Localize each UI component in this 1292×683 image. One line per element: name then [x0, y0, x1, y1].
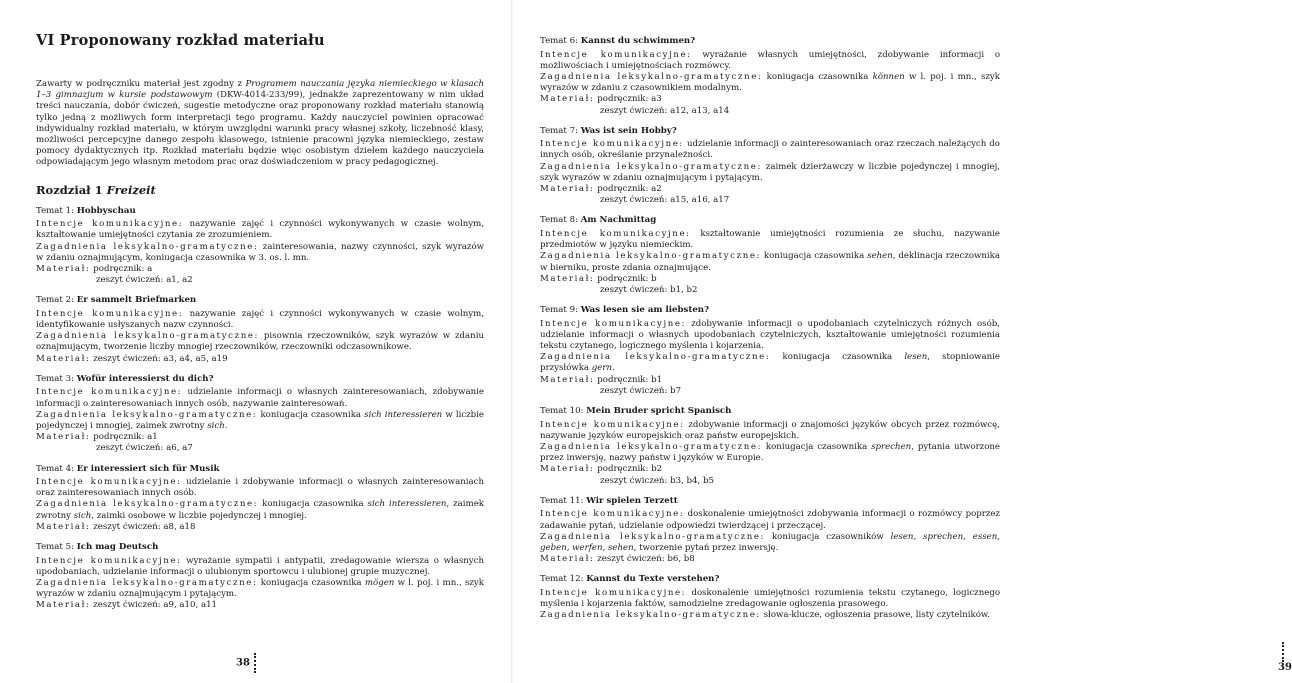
topic-line	[540, 229, 1000, 251]
text-run: koniugacja czasownika	[761, 251, 868, 262]
topic-title: Wir spielen Terzett	[586, 495, 678, 506]
left-column	[36, 32, 484, 621]
text-run: .	[612, 363, 615, 374]
topic-line	[540, 442, 1000, 464]
material-row	[540, 375, 1000, 386]
topic-entry	[540, 496, 1000, 566]
topic-entry	[540, 36, 1000, 117]
italic-term: Programem nauczania języka niemieckiego w klasach 1–3 gimnazjum w kursie podstawowym	[36, 79, 484, 101]
topic-line	[540, 420, 1000, 442]
field-label: Zagadnienia leksykalno-gramatyczne:	[540, 161, 762, 172]
text-run: koniugacja czasownika	[258, 499, 368, 510]
field-label: Intencje komunikacyjne:	[540, 228, 691, 239]
italic-term: sehen	[867, 251, 893, 262]
material-item: zeszyt ćwiczeń: a15, a16, a17	[600, 195, 730, 206]
topic-title: Am Nachmittag	[580, 215, 657, 226]
text-run: , zaimki osobowe w liczbie pojedynczej i mnogiej.	[91, 510, 307, 521]
topic-label: Temat 6:	[540, 36, 578, 46]
topic-heading	[36, 206, 484, 218]
text-run: wyrażanie własnych umiejętności, zdobywanie informacji o możliwościach i umiejętnościach rozmówcy.	[540, 49, 1000, 71]
topic-label: Temat 7:	[540, 125, 578, 136]
material-label: Materiał:	[540, 184, 595, 195]
topic-label: Temat 2:	[36, 295, 74, 306]
topic-label: Temat 12:	[540, 574, 584, 585]
field-label: Zagadnienia leksykalno-gramatyczne:	[36, 409, 258, 420]
topic-line	[540, 139, 1000, 161]
topic-entry	[36, 374, 484, 455]
topic-entry	[540, 126, 1000, 207]
material-label: Materiał:	[540, 374, 595, 385]
text-run: , deklinacja rzeczownika w bierniku, proste zdania oznajmujące.	[540, 251, 1000, 273]
text-run: słowa-klucze, ogłoszenia prasowe, listy czytelników.	[760, 610, 990, 621]
material-item: zeszyt ćwiczeń: a1, a2	[96, 275, 193, 286]
topic-line	[540, 251, 1000, 273]
material-label: Materiał:	[36, 432, 91, 443]
topic-line	[540, 72, 1000, 94]
material-row	[36, 432, 484, 443]
text-run: koniugacja czasownika	[762, 71, 873, 82]
topic-heading	[540, 496, 1000, 508]
text-run: koniugacja czasownika	[770, 352, 905, 363]
material-item: zeszyt ćwiczeń: a9, a10, a11	[93, 600, 217, 611]
material-label: Materiał:	[36, 353, 91, 364]
text-run: zdobywanie informacji o upodobaniach czytelniczych różnych osób, udzielanie informacji o własnych upodobaniach czytelniczych, kształtowanie umiejętności rozumienia tekstu czytanego, logicznego myślenia i kojarzenia.	[540, 318, 1000, 352]
topic-line	[540, 610, 1000, 621]
topic-heading	[540, 215, 1000, 227]
italic-term: können	[872, 71, 905, 82]
topic-title: Ich mag Deutsch	[76, 542, 159, 553]
topic-title: Er interessiert sich für Musik	[76, 463, 220, 474]
topic-title: Hobbyschau	[76, 205, 136, 216]
topic-label: Temat 9:	[540, 305, 578, 316]
material-row	[36, 600, 484, 611]
material-label: Materiał:	[540, 554, 595, 565]
text-run: , stopniowanie przysłówka	[540, 352, 1000, 374]
text-run: (DKW-4014-233/99), jednakże zaprezentowany w nim układ treści nauczania, dobór ćwiczeń, sugestie metodyczne oraz proponowany rozkład materiału stanowią tylko jedną z możliwych form interpretacji tego programu. Każdy nauczyciel powinien opracować indywidualny rozkład materiału, w którym uwzględni warunki pracy własnej szkoły, liczebność klasy, możliwości percepcyjne danego zespołu klasowego, istnienie pracowni języka niemieckiego, zestaw pomocy dydaktycznych itp. Rozkład materiału będzie więc osobistym dziełem każdego nauczyciela odpowiadającym jego własnym metodom prac oraz doświadczeniom w pracy pedagogicznej.	[36, 90, 484, 168]
italic-term: lesen, sprechen, essen, geben, werfen, sehen	[540, 531, 1001, 553]
material-item: podręcznik: b	[597, 273, 657, 284]
text-run: pisownia rzeczowników, szyk wyrazów w zdaniu oznajmującym, tworzenie liczby mnogiej rzeczowników, rzeczowniki odczasownikowe.	[36, 331, 485, 353]
topic-heading	[540, 36, 1000, 48]
topic-entry	[36, 295, 484, 365]
italic-term: lesen	[904, 352, 928, 363]
field-label: Zagadnienia leksykalno-gramatyczne:	[540, 251, 762, 262]
text-run: doskonalenie umiejętności rozumienia tekstu czytanego, logicznego myślenia i kojarzenia faktów, samodzielne zredagowanie ogłoszenia prasowego.	[540, 587, 1000, 610]
topic-title: Was lesen sie am liebsten?	[580, 305, 710, 316]
field-label: Intencje komunikacyjne:	[36, 477, 182, 488]
topic-entry	[540, 574, 1000, 621]
topic-line	[36, 331, 484, 353]
topic-heading	[540, 305, 1000, 317]
left-topic-list	[36, 206, 484, 612]
topic-entry	[36, 542, 484, 612]
italic-term: sich	[207, 420, 225, 431]
field-label: Intencje komunikacyjne:	[540, 139, 684, 150]
topic-entry	[540, 215, 1000, 296]
text-run: , pytania utworzone przez inwersję, nazwy państw i języków w Europie.	[540, 441, 1000, 464]
topic-label: Temat 8:	[540, 215, 578, 226]
topic-title: Was ist sein Hobby?	[580, 125, 677, 136]
text-run: zainteresowania, nazwy czynności, szyk wyrazów w zdaniu oznajmującym, koniugacja czasownika w 3. os. l. mn.	[36, 241, 484, 263]
text-run: nazywanie zajęć i czynności wykonywanych w czasie wolnym, kształtowanie umiejętności czytania ze zrozumieniem.	[36, 219, 484, 241]
topic-label: Temat 10:	[540, 406, 584, 417]
field-label: Intencje komunikacyjne:	[540, 318, 687, 329]
text-run: , zaimek zwrotny	[36, 499, 484, 521]
topic-line	[540, 162, 1000, 184]
text-run: , tworzenie pytań przez inwersję.	[633, 542, 779, 553]
text-run: w l. poj. i mn., szyk wyrazów w zdaniu oznajmującym i pytającym.	[36, 578, 484, 600]
material-row	[36, 522, 484, 533]
material-item: podręcznik: a3	[597, 94, 662, 105]
material-item: podręcznik: b1	[597, 374, 663, 385]
material-label: Materiał:	[540, 94, 595, 105]
text-run: nazywanie zajęć i czynności wykonywanych w czasie wolnym, identyfikowanie usłyszanych nazw czynności.	[36, 308, 484, 331]
folio-dots	[254, 653, 258, 673]
field-label: Zagadnienia leksykalno-gramatyczne:	[540, 352, 771, 363]
material-item: podręcznik: b2	[597, 464, 663, 475]
topic-entry	[36, 464, 484, 534]
topic-label: Temat 4:	[36, 463, 74, 474]
material-item: zeszyt ćwiczeń: b7	[600, 385, 682, 396]
topic-title: Kannst du Texte verstehen?	[586, 574, 720, 585]
folio-dots	[1282, 642, 1286, 662]
italic-term: gern	[591, 363, 613, 374]
topic-heading	[540, 126, 1000, 138]
text-run: .	[224, 420, 228, 431]
field-label: Zagadnienia leksykalno-gramatyczne:	[36, 241, 259, 252]
field-label: Zagadnienia leksykalno-gramatyczne:	[540, 441, 763, 452]
chapter-heading: Rozdział 1 Freizeit	[36, 182, 156, 197]
topic-title: Kannst du schwimmen?	[580, 36, 696, 46]
text-run: w l. poj. i mn., szyk wyrazów w zdaniu z czasownikiem modalnym.	[540, 71, 1000, 94]
material-item: zeszyt ćwiczeń: a6, a7	[96, 443, 193, 454]
text-run: wyrażanie sympatii i antypatii, zredagowanie wiersza o własnych upodobaniach, udzielanie informacji o ulubionym sportowcu i ulubionej grupie muzycznej.	[36, 555, 484, 577]
text-run: koniugacja czasownika	[257, 578, 365, 588]
right-column	[540, 36, 1000, 630]
field-label: Zagadnienia leksykalno-gramatyczne:	[36, 331, 260, 342]
field-label: Intencje komunikacyjne:	[36, 387, 183, 398]
material-item: podręcznik: a	[93, 263, 153, 274]
topic-title: Er sammelt Briefmarken	[76, 295, 197, 306]
topic-heading	[36, 374, 484, 386]
field-label: Zagadnienia leksykalno-gramatyczne:	[540, 531, 766, 542]
italic-term: sprechen	[871, 441, 912, 452]
topic-heading	[36, 295, 484, 307]
page-number-left: 38	[236, 653, 262, 673]
topic-title: Wofür interessierst du dich?	[76, 373, 214, 384]
field-label: Zagadnienia leksykalno-gramatyczne:	[36, 499, 259, 510]
topic-line	[540, 319, 1000, 353]
section-title: VI Proponowany rozkład materiału	[36, 32, 325, 49]
topic-line	[540, 588, 1000, 610]
italic-term: sich interessieren	[364, 409, 443, 420]
topic-line	[36, 499, 484, 521]
topic-line	[36, 410, 484, 432]
topic-entry	[540, 305, 1000, 397]
material-item: zeszyt ćwiczeń: b1, b2	[600, 284, 698, 295]
topic-entry	[36, 206, 484, 287]
field-label: Zagadnienia leksykalno-gramatyczne:	[540, 610, 761, 621]
topic-label: Temat 3:	[36, 373, 74, 384]
left-page	[0, 0, 512, 683]
material-item: zeszyt ćwiczeń: a3, a4, a5, a19	[93, 353, 228, 364]
topic-label: Temat 11:	[540, 495, 584, 506]
text-run: w liczbie pojedynczej i mnogiej, zaimek zwrotny	[36, 409, 485, 431]
page-number-right: 39	[1278, 642, 1292, 673]
field-label: Intencje komunikacyjne:	[36, 555, 182, 566]
topic-heading	[36, 542, 484, 554]
field-label: Zagadnienia leksykalno-gramatyczne:	[540, 71, 763, 82]
material-label: Materiał:	[540, 464, 595, 475]
field-label: Intencje komunikacyjne:	[36, 308, 184, 319]
text-run: koniugacja czasownika	[762, 441, 872, 452]
italic-term: sich interessieren	[367, 499, 447, 510]
material-item: zeszyt ćwiczeń: a12, a13, a14	[600, 105, 730, 116]
material-row	[540, 554, 1000, 565]
material-item: zeszyt ćwiczeń: a8, a18	[93, 521, 196, 532]
text-run: zdobywanie informacji o znajomości języków obcych przez rozmówcę, nazywanie języków europejskich oraz państw europejskich.	[540, 419, 1000, 441]
material-item: zeszyt ćwiczeń: b6, b8	[597, 554, 695, 565]
topic-entry	[540, 406, 1000, 487]
material-label: Materiał:	[36, 600, 91, 611]
field-label: Intencje komunikacyjne:	[540, 419, 685, 430]
topic-heading	[540, 574, 1000, 586]
topic-line	[36, 578, 484, 600]
material-row	[540, 464, 1000, 475]
topic-line	[36, 556, 484, 578]
topic-line	[36, 219, 484, 241]
topic-label: Temat 5:	[36, 542, 74, 553]
italic-term: mögen	[364, 578, 395, 588]
text-run: udzielanie informacji o zainteresowaniach oraz rzeczach należących do innych osób, określanie przynależności.	[540, 139, 1000, 161]
text-run: doskonalenie umiejętności zdobywania informacji o rozmówcy poprzez zadawanie pytań, udzielanie odpowiedzi twierdzącej i przeczącej.	[540, 509, 1000, 531]
material-row	[36, 354, 484, 365]
topic-line	[540, 352, 1000, 374]
material-row	[540, 274, 1000, 285]
text-run: koniugacja czasownika	[257, 409, 365, 420]
right-topic-list	[540, 36, 1000, 621]
material-item: zeszyt ćwiczeń: b3, b4, b5	[600, 475, 714, 486]
text-run: udzielanie i zdobywanie informacji o własnych zainteresowaniach oraz zainteresowaniach innych osób.	[36, 477, 484, 499]
text-run: kształtowanie umiejętności rozumienia ze słuchu, nazywanie przedmiotów w języku niemieckim.	[540, 228, 1000, 251]
field-label: Intencje komunikacyjne:	[540, 509, 685, 520]
intro-paragraph	[36, 79, 484, 169]
material-label: Materiał:	[36, 521, 91, 532]
text-run: udzielanie informacji o własnych zainteresowaniach, zdobywanie informacji o zainteresowaniach innych osób, nazywanie zainteresowań.	[36, 387, 484, 409]
field-label: Intencje komunikacyjne:	[36, 219, 184, 230]
topic-line	[540, 532, 1000, 554]
right-page	[512, 0, 1292, 683]
topic-line	[540, 509, 1000, 531]
field-label: Intencje komunikacyjne:	[540, 49, 692, 60]
topic-label: Temat 1:	[36, 205, 74, 216]
material-item: podręcznik: a1	[93, 432, 158, 443]
topic-line	[540, 50, 1000, 72]
topic-line	[36, 242, 484, 264]
material-row	[36, 264, 484, 275]
material-label: Materiał:	[540, 273, 595, 284]
italic-term: sich	[73, 510, 92, 521]
field-label: Intencje komunikacyjne:	[540, 587, 687, 598]
topic-heading	[540, 406, 1000, 418]
topic-line	[36, 387, 484, 409]
text-run: zaimek dzierżawczy w liczbie pojedynczej i mnogiej, szyk wyrazów w zdaniu oznajmującym i pytającym.	[540, 161, 1000, 183]
text-run: Zawarty w podręczniku materiał jest zgodny z	[36, 79, 246, 89]
material-row	[540, 94, 1000, 105]
material-row	[540, 184, 1000, 195]
field-label: Zagadnienia leksykalno-gramatyczne:	[36, 578, 258, 588]
material-item: podręcznik: a2	[597, 184, 662, 195]
topic-line	[36, 309, 484, 331]
topic-line	[36, 477, 484, 499]
text-run: koniugacja czasowników	[765, 531, 891, 542]
topic-heading	[36, 464, 484, 476]
topic-title: Mein Bruder spricht Spanisch	[586, 406, 732, 417]
material-label: Materiał:	[36, 263, 91, 274]
